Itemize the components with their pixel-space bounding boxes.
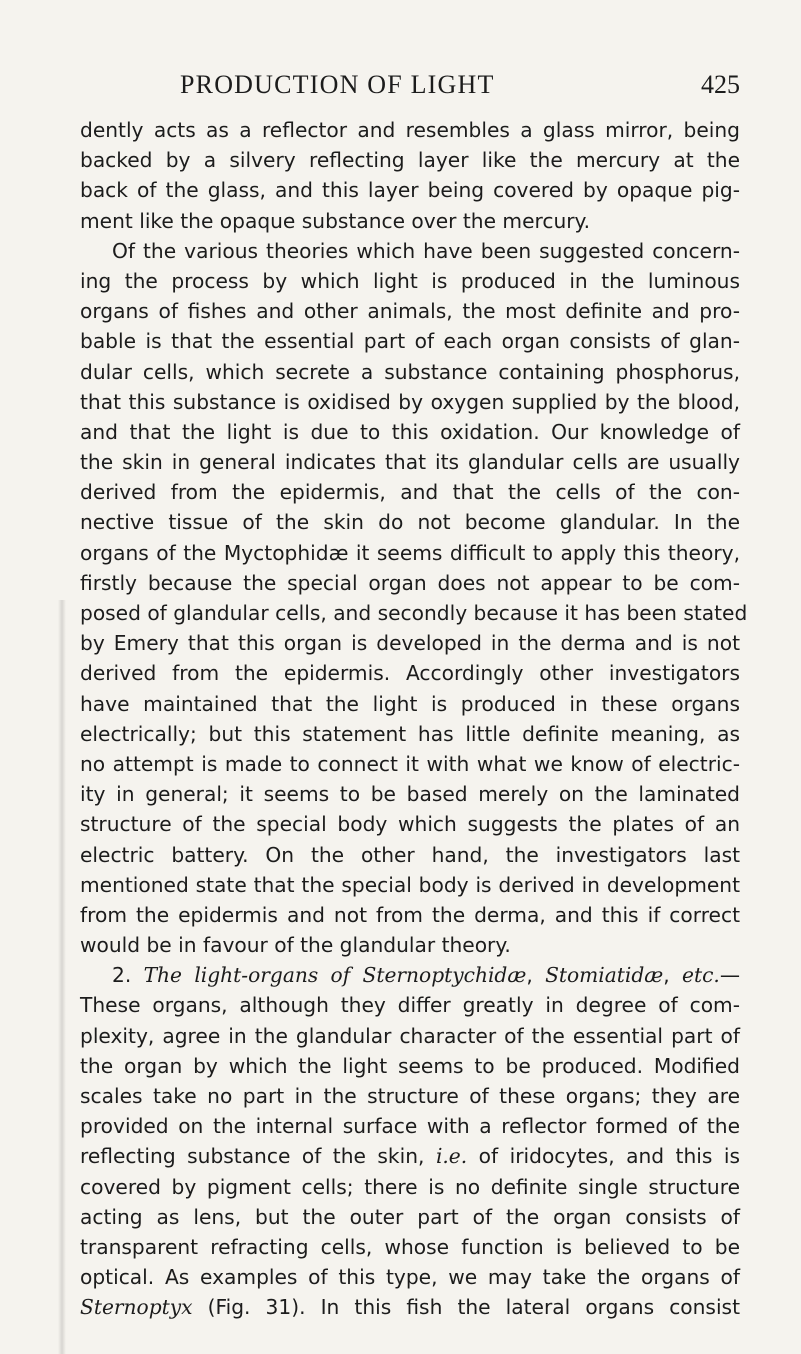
- text-line: structure of the special body which suggests the plates of an: [80, 812, 740, 837]
- text-line: that this substance is oxidised by oxygen supplied by the blood,: [80, 389, 740, 414]
- text-line: firstly because the special organ does not appear to be com-: [80, 570, 740, 595]
- text-line: derived from the epidermis, and that the cells of the con-: [80, 480, 740, 505]
- binding-shadow: [58, 600, 66, 1354]
- page-number: 425: [701, 70, 740, 99]
- text-line: dently acts as a reflector and resembles a glass mirror, being: [80, 118, 740, 142]
- genus-italic: Sternoptyx: [80, 1295, 193, 1320]
- text-line: posed of glandular cells, and secondly because it has been stated: [80, 601, 748, 625]
- text-line: organs of fishes and other animals, the most definite and pro-: [80, 299, 740, 324]
- text-line: electrically; but this statement has little definite meaning, as: [80, 721, 740, 746]
- section-etc-italic: etc.: [682, 963, 720, 988]
- heading-separator: ,: [526, 963, 546, 988]
- text-line: dular cells, which secrete a substance containing phosphorus,: [80, 359, 740, 384]
- text-line: back of the glass, and this layer being covered by opaque pig-: [80, 178, 740, 203]
- text-line: bable is that the essential part of each organ consists of glan-: [80, 329, 740, 354]
- text-line-ie: [80, 1141, 740, 1171]
- text-line: Of the various theories which have been suggested concern-: [112, 238, 740, 263]
- text-line: have maintained that the light is produced in these organs: [80, 691, 740, 716]
- ie-italic: i.e.: [435, 1144, 468, 1169]
- text-line: electric battery. On the other hand, the investigators last: [80, 842, 740, 867]
- text-line: from the epidermis and not from the derma, and this if correct: [80, 902, 740, 927]
- text-line-genus: [80, 1292, 740, 1322]
- text-line: ment like the opaque substance over the mercury.: [80, 208, 591, 233]
- running-title: PRODUCTION OF LIGHT: [180, 70, 495, 99]
- running-head: [180, 70, 740, 106]
- text-line: the skin in general indicates that its glandular cells are usually: [80, 450, 740, 475]
- body-text: [80, 115, 748, 1323]
- text-line: scales take no part in the structure of these organs; they are: [80, 1084, 740, 1108]
- text-line: acting as lens, but the outer part of the organ consists of: [80, 1204, 740, 1229]
- text-segment: (Fig. 31). In this fish the lateral organs consist: [192, 1295, 740, 1320]
- text-line: mentioned state that the special body is derived in development: [80, 872, 740, 897]
- section-number: 2.: [112, 963, 132, 988]
- text-line: the organ by which the light seems to be produced. Modified: [80, 1053, 740, 1078]
- text-line: nective tissue of the skin do not become glandular. In the: [80, 510, 740, 535]
- text-segment: of iridocytes, and this is: [467, 1144, 741, 1169]
- text-line: These organs, although they differ greatly in degree of com-: [80, 993, 740, 1018]
- text-segment: reflecting substance of the skin,: [80, 1144, 436, 1169]
- text-line: would be in favour of the glandular theory.: [80, 933, 511, 958]
- heading-dash: —: [719, 963, 740, 988]
- text-line: derived from the epidermis. Accordingly other investigators: [80, 661, 740, 686]
- text-line: backed by a silvery reflecting layer like the mercury at the: [80, 148, 740, 173]
- text-line: no attempt is made to connect it with what we know of electric-: [80, 751, 740, 776]
- text-line: transparent refracting cells, whose function is believed to be: [80, 1234, 740, 1259]
- section-title-italic: The light-organs of Sternoptychidæ: [143, 963, 527, 988]
- text-line: covered by pigment cells; there is no definite single structure: [80, 1174, 740, 1199]
- text-line: optical. As examples of this type, we may take the organs of: [80, 1265, 740, 1290]
- text-line: plexity, agree in the glandular character of the essential part of: [80, 1023, 740, 1048]
- text-line: organs of the Myctophidæ it seems difficult to apply this theory,: [80, 540, 740, 565]
- text-line: ity in general; it seems to be based merely on the laminated: [80, 782, 740, 807]
- text-line: ing the process by which light is produced in the luminous: [80, 268, 740, 293]
- text-line: by Emery that this organ is developed in the derma and is not: [80, 631, 740, 656]
- text-line: provided on the internal surface with a reflector formed of the: [80, 1114, 740, 1139]
- heading-separator: ,: [663, 963, 683, 988]
- section-heading-line: [80, 960, 740, 990]
- section-family-italic: Stomiatidæ: [545, 963, 664, 988]
- text-line: and that the light is due to this oxidation. Our knowledge of: [80, 419, 740, 444]
